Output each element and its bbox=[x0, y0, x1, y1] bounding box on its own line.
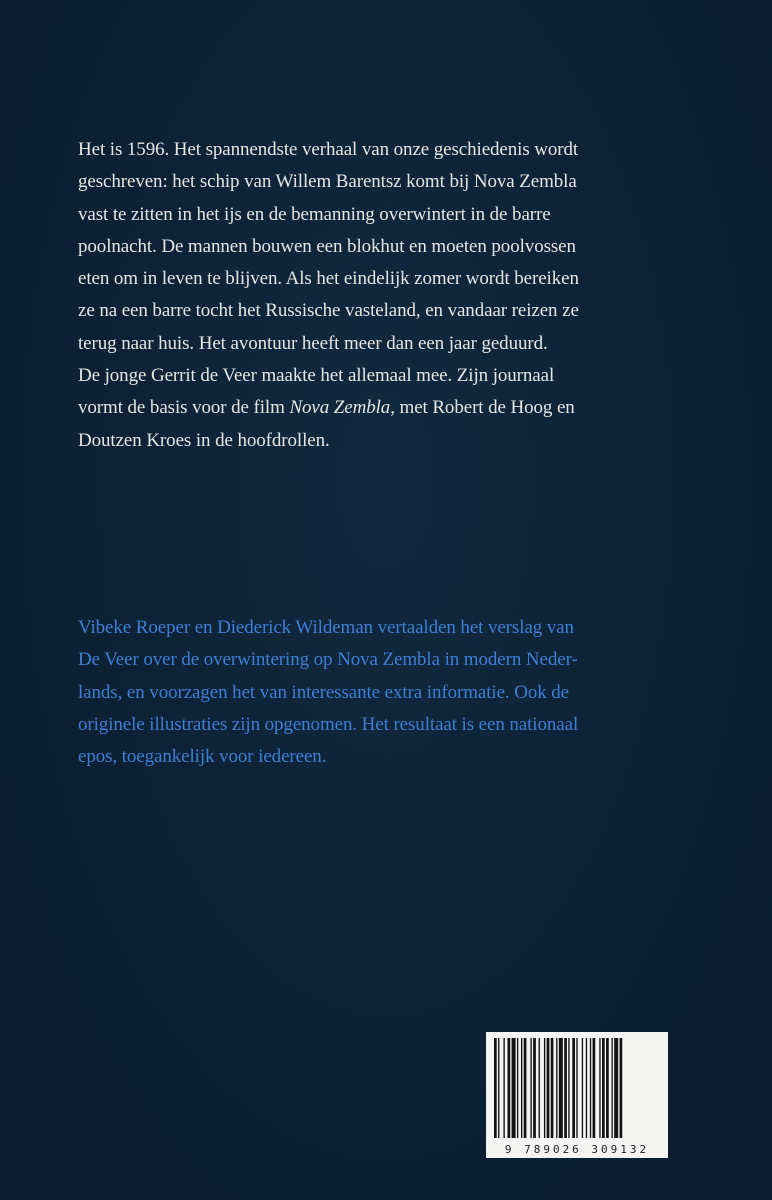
credits-line: epos, toegankelijk voor iedereen. bbox=[78, 746, 327, 768]
blurb-line: terug naar huis. Het avontuur heeft meer dan een jaar geduurd. bbox=[78, 332, 548, 354]
barcode-bar bbox=[572, 1038, 575, 1138]
barcode-bar bbox=[606, 1038, 609, 1138]
barcode-bar bbox=[512, 1038, 516, 1138]
barcode-bar bbox=[503, 1038, 504, 1138]
credits-line: De Veer over de overwintering op Nova Zembla in modern Neder- bbox=[78, 649, 578, 671]
barcode-bar bbox=[614, 1038, 618, 1138]
barcode-bar bbox=[547, 1038, 550, 1138]
barcode-bar bbox=[611, 1038, 612, 1138]
blurb-line: ze na een barre tocht het Russische vasteland, en vandaar reizen ze bbox=[78, 300, 579, 322]
film-title: Nova Zembla bbox=[289, 397, 391, 419]
barcode-bar bbox=[494, 1038, 497, 1138]
barcode-bar bbox=[590, 1038, 591, 1138]
credits-line: Vibeke Roeper en Diederick Wildeman vertaalden het verslag van bbox=[78, 617, 574, 638]
barcode-bar bbox=[533, 1038, 536, 1138]
blurb-text bbox=[78, 134, 698, 457]
isbn-barcode bbox=[486, 1032, 668, 1158]
barcode-bar bbox=[530, 1038, 531, 1138]
blurb-line: Het is 1596. Het spannendste verhaal van onze geschiedenis wordt bbox=[78, 139, 579, 160]
barcode-bar bbox=[564, 1038, 567, 1138]
barcode-bar bbox=[551, 1038, 554, 1138]
barcode-bar bbox=[576, 1038, 577, 1138]
barcode-bar bbox=[498, 1038, 499, 1138]
barcode-bar bbox=[620, 1038, 623, 1138]
barcode-digits: 9 789026 309132 bbox=[504, 1143, 650, 1156]
blurb-line: De jonge Gerrit de Veer maakte het allemaal mee. Zijn journaal bbox=[78, 365, 555, 387]
barcode-bar bbox=[508, 1038, 511, 1138]
blurb-line bbox=[78, 392, 698, 424]
credits-line: originele illustraties zijn opgenomen. Het resultaat is een nationaal bbox=[78, 713, 579, 735]
barcode-bar bbox=[599, 1038, 600, 1138]
barcode-bar bbox=[582, 1038, 583, 1138]
barcode-bar bbox=[524, 1038, 527, 1138]
blurb-line: eten om in leven te blijven. Als het eindelijk zomer wordt bereiken bbox=[78, 268, 579, 290]
barcode-bar bbox=[517, 1038, 518, 1138]
blurb-line: geschreven: het schip van Willem Barentsz komt bij Nova Zembla bbox=[78, 171, 577, 193]
barcode-bar bbox=[521, 1038, 522, 1138]
barcode-bar bbox=[559, 1038, 563, 1138]
barcode-bar bbox=[602, 1038, 605, 1138]
barcode-bar bbox=[568, 1038, 569, 1138]
barcode-bar bbox=[586, 1038, 587, 1138]
blurb-line: Doutzen Kroes in de hoofdrollen. bbox=[78, 429, 330, 451]
credits-line: lands, en voorzagen het van interessante extra informatie. Ook de bbox=[78, 681, 570, 703]
barcode-bars bbox=[492, 1038, 662, 1138]
barcode-bar bbox=[593, 1038, 596, 1138]
credits-text bbox=[78, 612, 698, 773]
blurb-line: poolnacht. De mannen bouwen een blokhut en moeten poolvossen bbox=[78, 235, 576, 257]
blurb-text-fragment: vormt de basis voor de film bbox=[78, 397, 290, 419]
barcode-bar bbox=[539, 1038, 540, 1138]
barcode-bar bbox=[556, 1038, 557, 1138]
barcode-bar bbox=[544, 1038, 545, 1138]
blurb-line: vast te zitten in het ijs en de bemanning overwintert in de barre bbox=[78, 203, 551, 225]
blurb-text-fragment: , met Robert de Hoog en bbox=[390, 397, 575, 419]
